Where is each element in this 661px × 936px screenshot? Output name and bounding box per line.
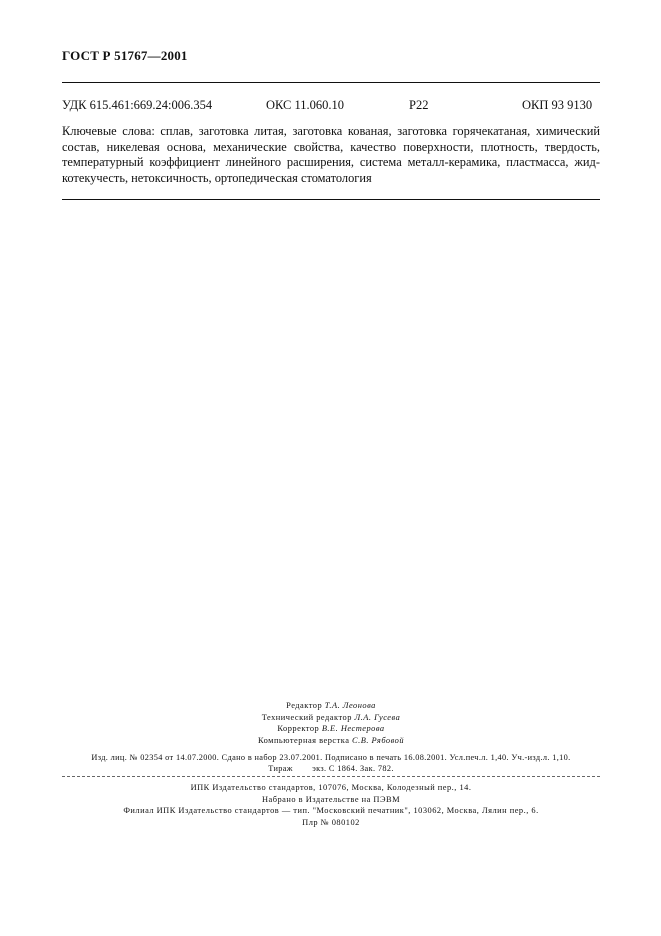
corrector-line xyxy=(62,723,600,735)
imprint-line: Изд. лиц. № 02354 от 14.07.2000. Сдано в набор 23.07.2001. Подписано в печать 16.08.2001. Усл.печ.л. 1,40. Уч.-изд.л. 1,10. xyxy=(91,753,571,762)
imprint-line: Тираж экз. С 1864. Зак. 782. xyxy=(268,764,394,774)
editor-label: Редактор xyxy=(286,701,323,710)
tech-editor-label: Технический редактор xyxy=(261,712,352,722)
publisher-line: Плр № 080102 xyxy=(302,817,360,827)
publisher-line: Филиал ИПК Издательство стандартов — тип. "Московский печатник", 103062, Москва, Лялин пер., 6. xyxy=(123,806,539,816)
standard-number: ГОСТ Р 51767—2001 xyxy=(62,48,188,63)
imprint-block xyxy=(62,752,600,775)
tech-editor-name: Л.А. Гусева xyxy=(354,712,401,722)
keywords-bottom-rule xyxy=(62,199,600,200)
publisher-line: ИПК Издательство стандартов, 107076, Москва, Колодезный пер., 14. xyxy=(190,783,472,792)
keywords-line: состав, никелевая основа, механические свойства, качество поверхности, плотность, твердость, xyxy=(62,139,600,154)
top-rule xyxy=(62,82,600,83)
layout-line xyxy=(62,735,600,747)
publisher-block xyxy=(62,782,600,828)
keywords-line: Ключевые слова: сплав, заготовка литая, заготовка кованая, заготовка горячекатаная, химический xyxy=(62,124,600,138)
credits-block xyxy=(62,700,600,746)
tech-editor-line xyxy=(62,712,600,724)
oks-code: ОКС 11.060.10 xyxy=(266,98,345,112)
editor-name: Т.А. Леонова xyxy=(324,701,376,710)
group-code: Р22 xyxy=(409,98,429,112)
dashed-divider xyxy=(62,776,600,777)
corrector-label: Корректор xyxy=(277,724,320,734)
okp-code: ОКП 93 9130 xyxy=(522,98,593,112)
publisher-line: Набрано в Издательстве на ПЭВМ xyxy=(261,794,401,804)
keywords-line: температурный коэффициент линейного расширения, система металл-керамика, пластмасса, жид- xyxy=(62,155,600,169)
layout-label: Компьютерная верстка xyxy=(257,735,350,745)
editor-line xyxy=(62,700,600,712)
layout-name: С.В. Рябовой xyxy=(352,735,405,745)
keywords-line: котекучесть, нетоксичность, ортопедическая стоматология xyxy=(62,170,372,185)
udk-code: УДК 615.461:669.24:006.354 xyxy=(62,98,213,112)
keywords-paragraph xyxy=(62,124,600,186)
corrector-name: В.Е. Нестерова xyxy=(321,724,385,734)
